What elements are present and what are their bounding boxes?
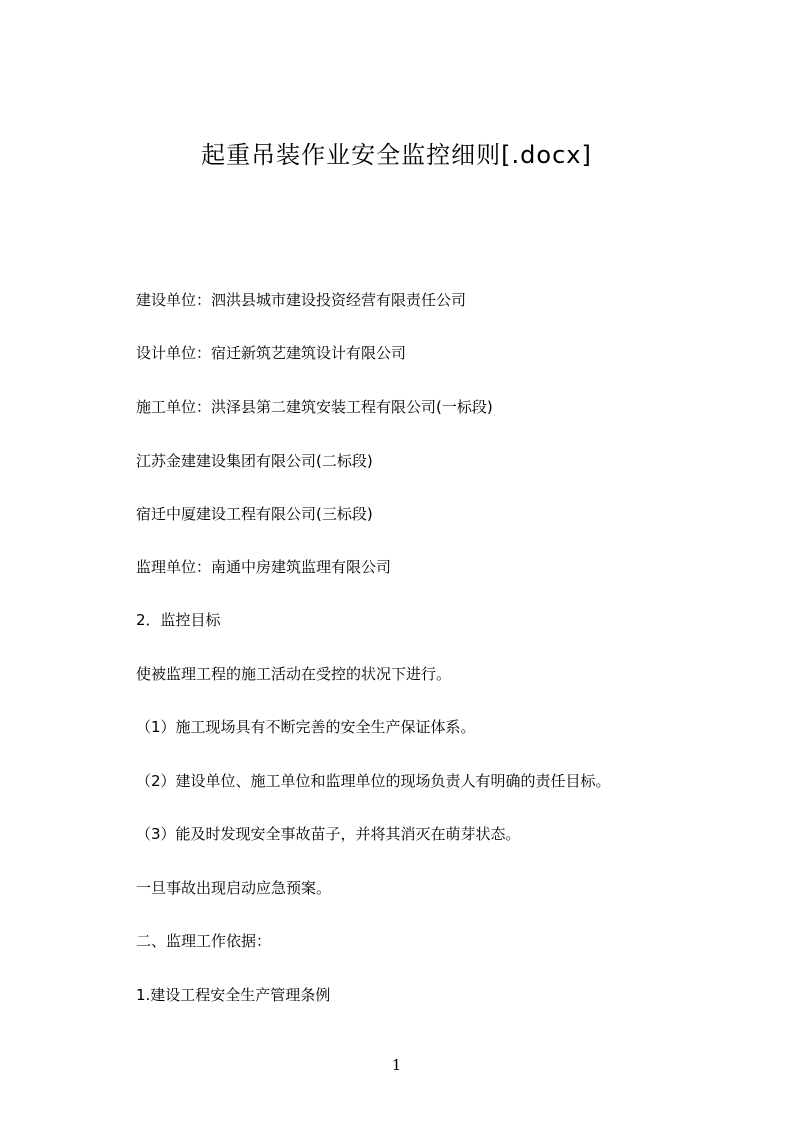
paragraph-contractor-section-2: 江苏金建建设集团有限公司(二标段) (136, 452, 373, 470)
paragraph-contractor-section-3: 宿迁中厦建设工程有限公司(三标段) (136, 505, 373, 523)
list-item-goal-2: （2）建设单位、施工单位和监理单位的现场负责人有明确的责任目标。 (136, 772, 611, 790)
paragraph-design-unit: 设计单位：宿迁新筑艺建筑设计有限公司 (136, 344, 407, 362)
list-item-goal-1: （1）施工现场具有不断完善的安全生产保证体系。 (136, 718, 476, 736)
heading-supervision-basis: 二、监理工作依据： (136, 932, 272, 950)
paragraph-goal-intro: 使被监理工程的施工活动在受控的状况下进行。 (136, 665, 452, 683)
document-title: 起重吊装作业安全监控细则[.docx] (201, 141, 592, 169)
paragraph-contractor-section-1: 施工单位：洪泽县第二建筑安装工程有限公司(一标段) (136, 398, 493, 416)
paragraph-supervision-unit: 监理单位：南通中房建筑监理有限公司 (136, 558, 392, 576)
heading-monitoring-goals: 2．监控目标 (136, 611, 221, 629)
page-number: 1 (391, 1056, 402, 1074)
list-item-goal-3: （3）能及时发现安全事故苗子，并将其消灭在萌芽状态。 (136, 825, 521, 843)
paragraph-construction-unit: 建设单位：泗洪县城市建设投资经营有限责任公司 (136, 291, 467, 309)
list-item-basis-1: 1.建设工程安全生产管理条例 (136, 986, 331, 1004)
paragraph-emergency-plan: 一旦事故出现启动应急预案。 (136, 879, 332, 897)
